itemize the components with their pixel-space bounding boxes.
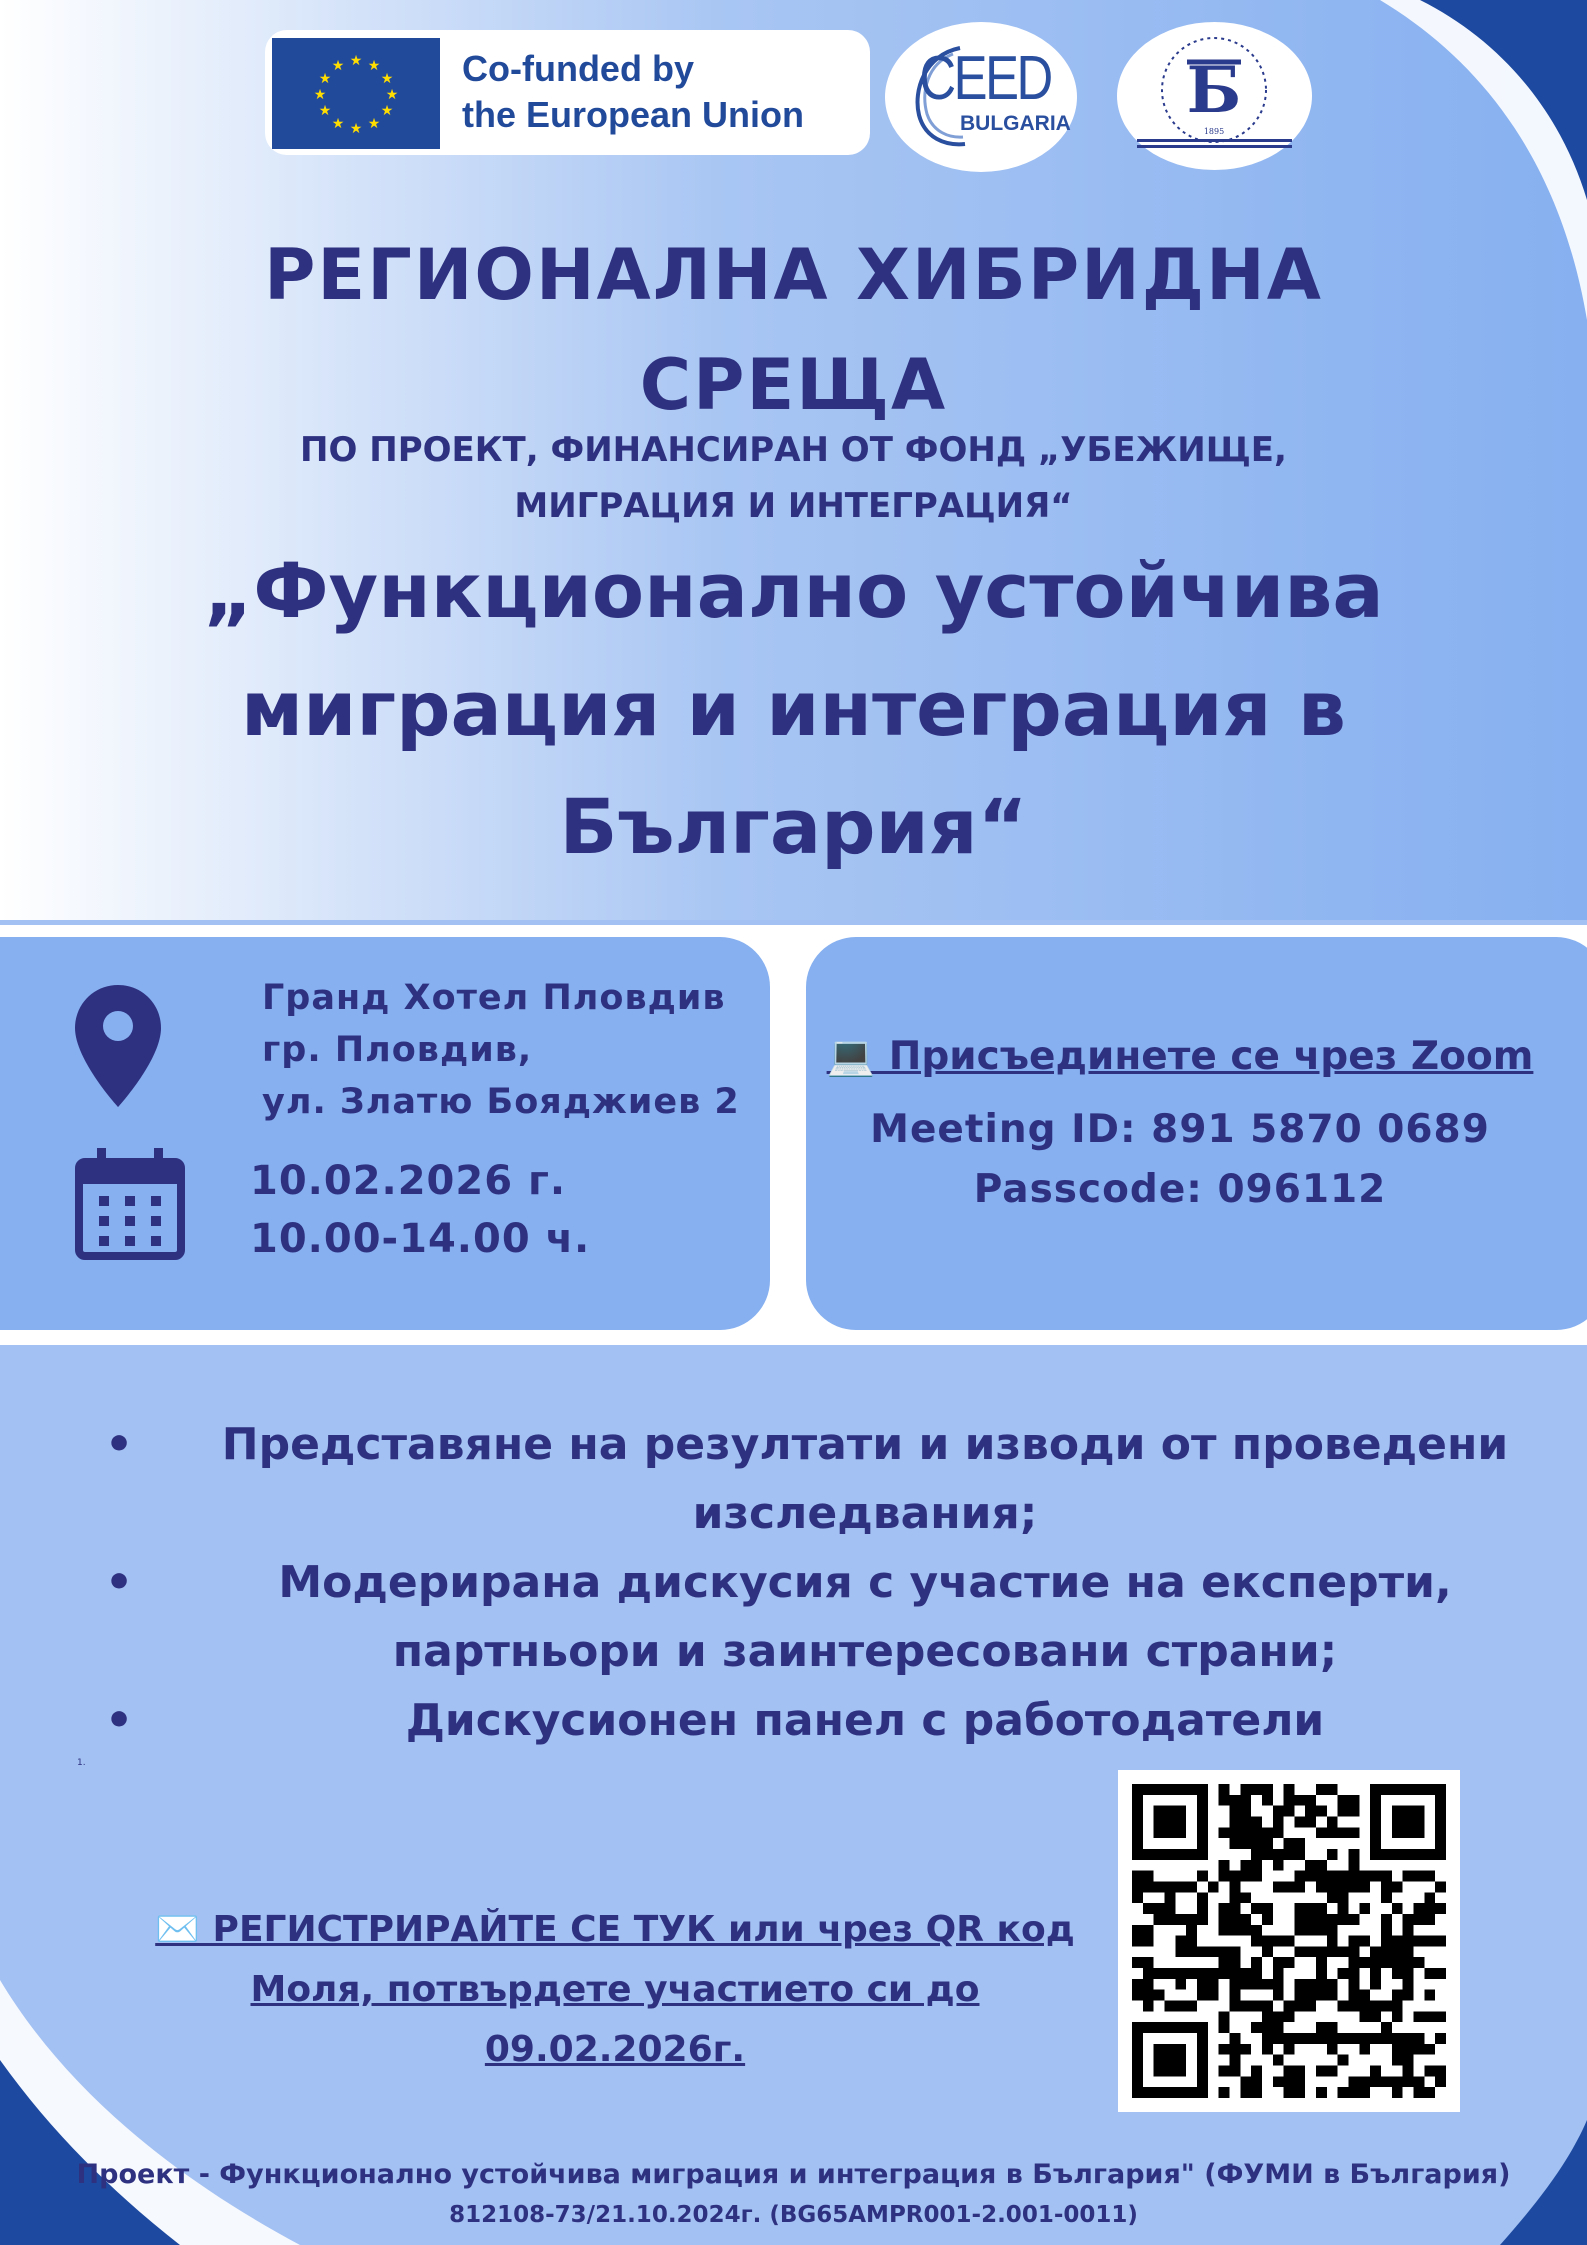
registration-link[interactable] xyxy=(120,1900,1110,2080)
footer-line2: 812108-73/21.10.2024г. (BG65AMPR001-2.001-0011) xyxy=(449,2202,1138,2228)
svg-text:★: ★ xyxy=(318,103,332,119)
project-title-line2: миграция и интеграция в xyxy=(240,664,1346,753)
bcci-emblem-icon xyxy=(1117,22,1312,170)
event-date: 10.02.2026 г. xyxy=(250,1158,567,1204)
svg-text:★: ★ xyxy=(385,87,399,103)
svg-text:★: ★ xyxy=(331,58,345,74)
eu-text-line1: Co-funded by xyxy=(462,48,694,89)
svg-text:★: ★ xyxy=(349,121,363,137)
calendar-icon xyxy=(75,1148,185,1260)
agenda-item xyxy=(95,1548,1535,1686)
qr-code[interactable] xyxy=(1132,1784,1446,2098)
agenda-item-line1: Представяне на резултати и изводи от проведени xyxy=(221,1419,1509,1470)
bcci-logo xyxy=(1117,22,1312,170)
event-datetime xyxy=(250,1152,590,1268)
zoom-passcode: Passcode: 096112 xyxy=(973,1167,1387,1212)
bullet: • xyxy=(105,1419,134,1470)
svg-text:★: ★ xyxy=(367,58,381,74)
footnote-mark: 1. xyxy=(77,1758,86,1768)
project-title xyxy=(0,532,1587,886)
venue-line3: ул. Златю Бояджиев 2 xyxy=(262,1082,740,1122)
title-line1: РЕГИОНАЛНА ХИБРИДНА xyxy=(264,234,1323,316)
bullet: • xyxy=(105,1695,134,1746)
project-title-line3: България“ xyxy=(559,782,1028,871)
venue-address xyxy=(262,972,740,1128)
agenda-item-line2: партньори и заинтересовани страни; xyxy=(392,1626,1338,1677)
ceed-logo-word: CEED xyxy=(919,44,1051,113)
eu-text-line2: the European Union xyxy=(462,94,804,135)
agenda-item xyxy=(95,1686,1535,1755)
event-time: 10.00-14.00 ч. xyxy=(250,1216,591,1262)
svg-text:★: ★ xyxy=(367,116,381,132)
venue-line1: Гранд Хотел Пловдив xyxy=(262,978,726,1018)
svg-text:★: ★ xyxy=(318,71,332,87)
title-line2: СРЕЩА xyxy=(639,344,948,426)
agenda-list xyxy=(95,1410,1535,1755)
subtitle-line2: МИГРАЦИЯ И ИНТЕГРАЦИЯ“ xyxy=(514,486,1073,526)
bcci-year: 1895 xyxy=(1203,127,1225,136)
page-subtitle xyxy=(0,422,1587,534)
registration-line2[interactable]: Моля, потвърдете участието си до 09.02.2026г. xyxy=(250,1969,980,2070)
ceed-logo-sub: BULGARIA xyxy=(960,112,1071,135)
bullet: • xyxy=(105,1557,134,1608)
agenda-item-line1: Модерирана дискусия с участие на експерти, xyxy=(278,1557,1452,1608)
eu-cofunded-text xyxy=(462,46,804,138)
svg-text:★: ★ xyxy=(331,116,345,132)
agenda-item-line1: Дискусионен панел с работодатели xyxy=(405,1695,1325,1746)
svg-text:★: ★ xyxy=(380,103,394,119)
registration-line1[interactable]: ✉️ РЕГИСТРИРАЙТЕ СЕ ТУК или чрез QR код xyxy=(155,1909,1075,1950)
svg-text:Б: Б xyxy=(1186,53,1242,128)
zoom-meeting-id: Meeting ID: 891 5870 0689 xyxy=(870,1107,1490,1152)
svg-text:★: ★ xyxy=(349,53,363,69)
eu-flag-logo xyxy=(272,38,440,149)
svg-text:★: ★ xyxy=(313,87,327,103)
agenda-item xyxy=(95,1410,1535,1548)
eu-stars-icon xyxy=(272,38,440,149)
page-title xyxy=(0,220,1587,440)
zoom-join-link[interactable]: 💻 Присъединете се чрез Zoom xyxy=(826,1034,1534,1079)
project-footer xyxy=(0,2154,1587,2236)
zoom-details xyxy=(800,1100,1560,1220)
location-pin-icon xyxy=(75,985,161,1107)
footer-line1: Проект - Функционално устойчива миграция и интеграция в България" (ФУМИ в България) xyxy=(76,2159,1511,2190)
agenda-item-line2: изследвания; xyxy=(692,1488,1038,1539)
subtitle-line1: ПО ПРОЕКТ, ФИНАНСИРАН ОТ ФОНД „УБЕЖИЩЕ, xyxy=(300,430,1287,470)
svg-text:★: ★ xyxy=(380,71,394,87)
venue-line2: гр. Пловдив, xyxy=(262,1030,533,1070)
project-title-line1: „Функционално устойчива xyxy=(203,546,1384,635)
